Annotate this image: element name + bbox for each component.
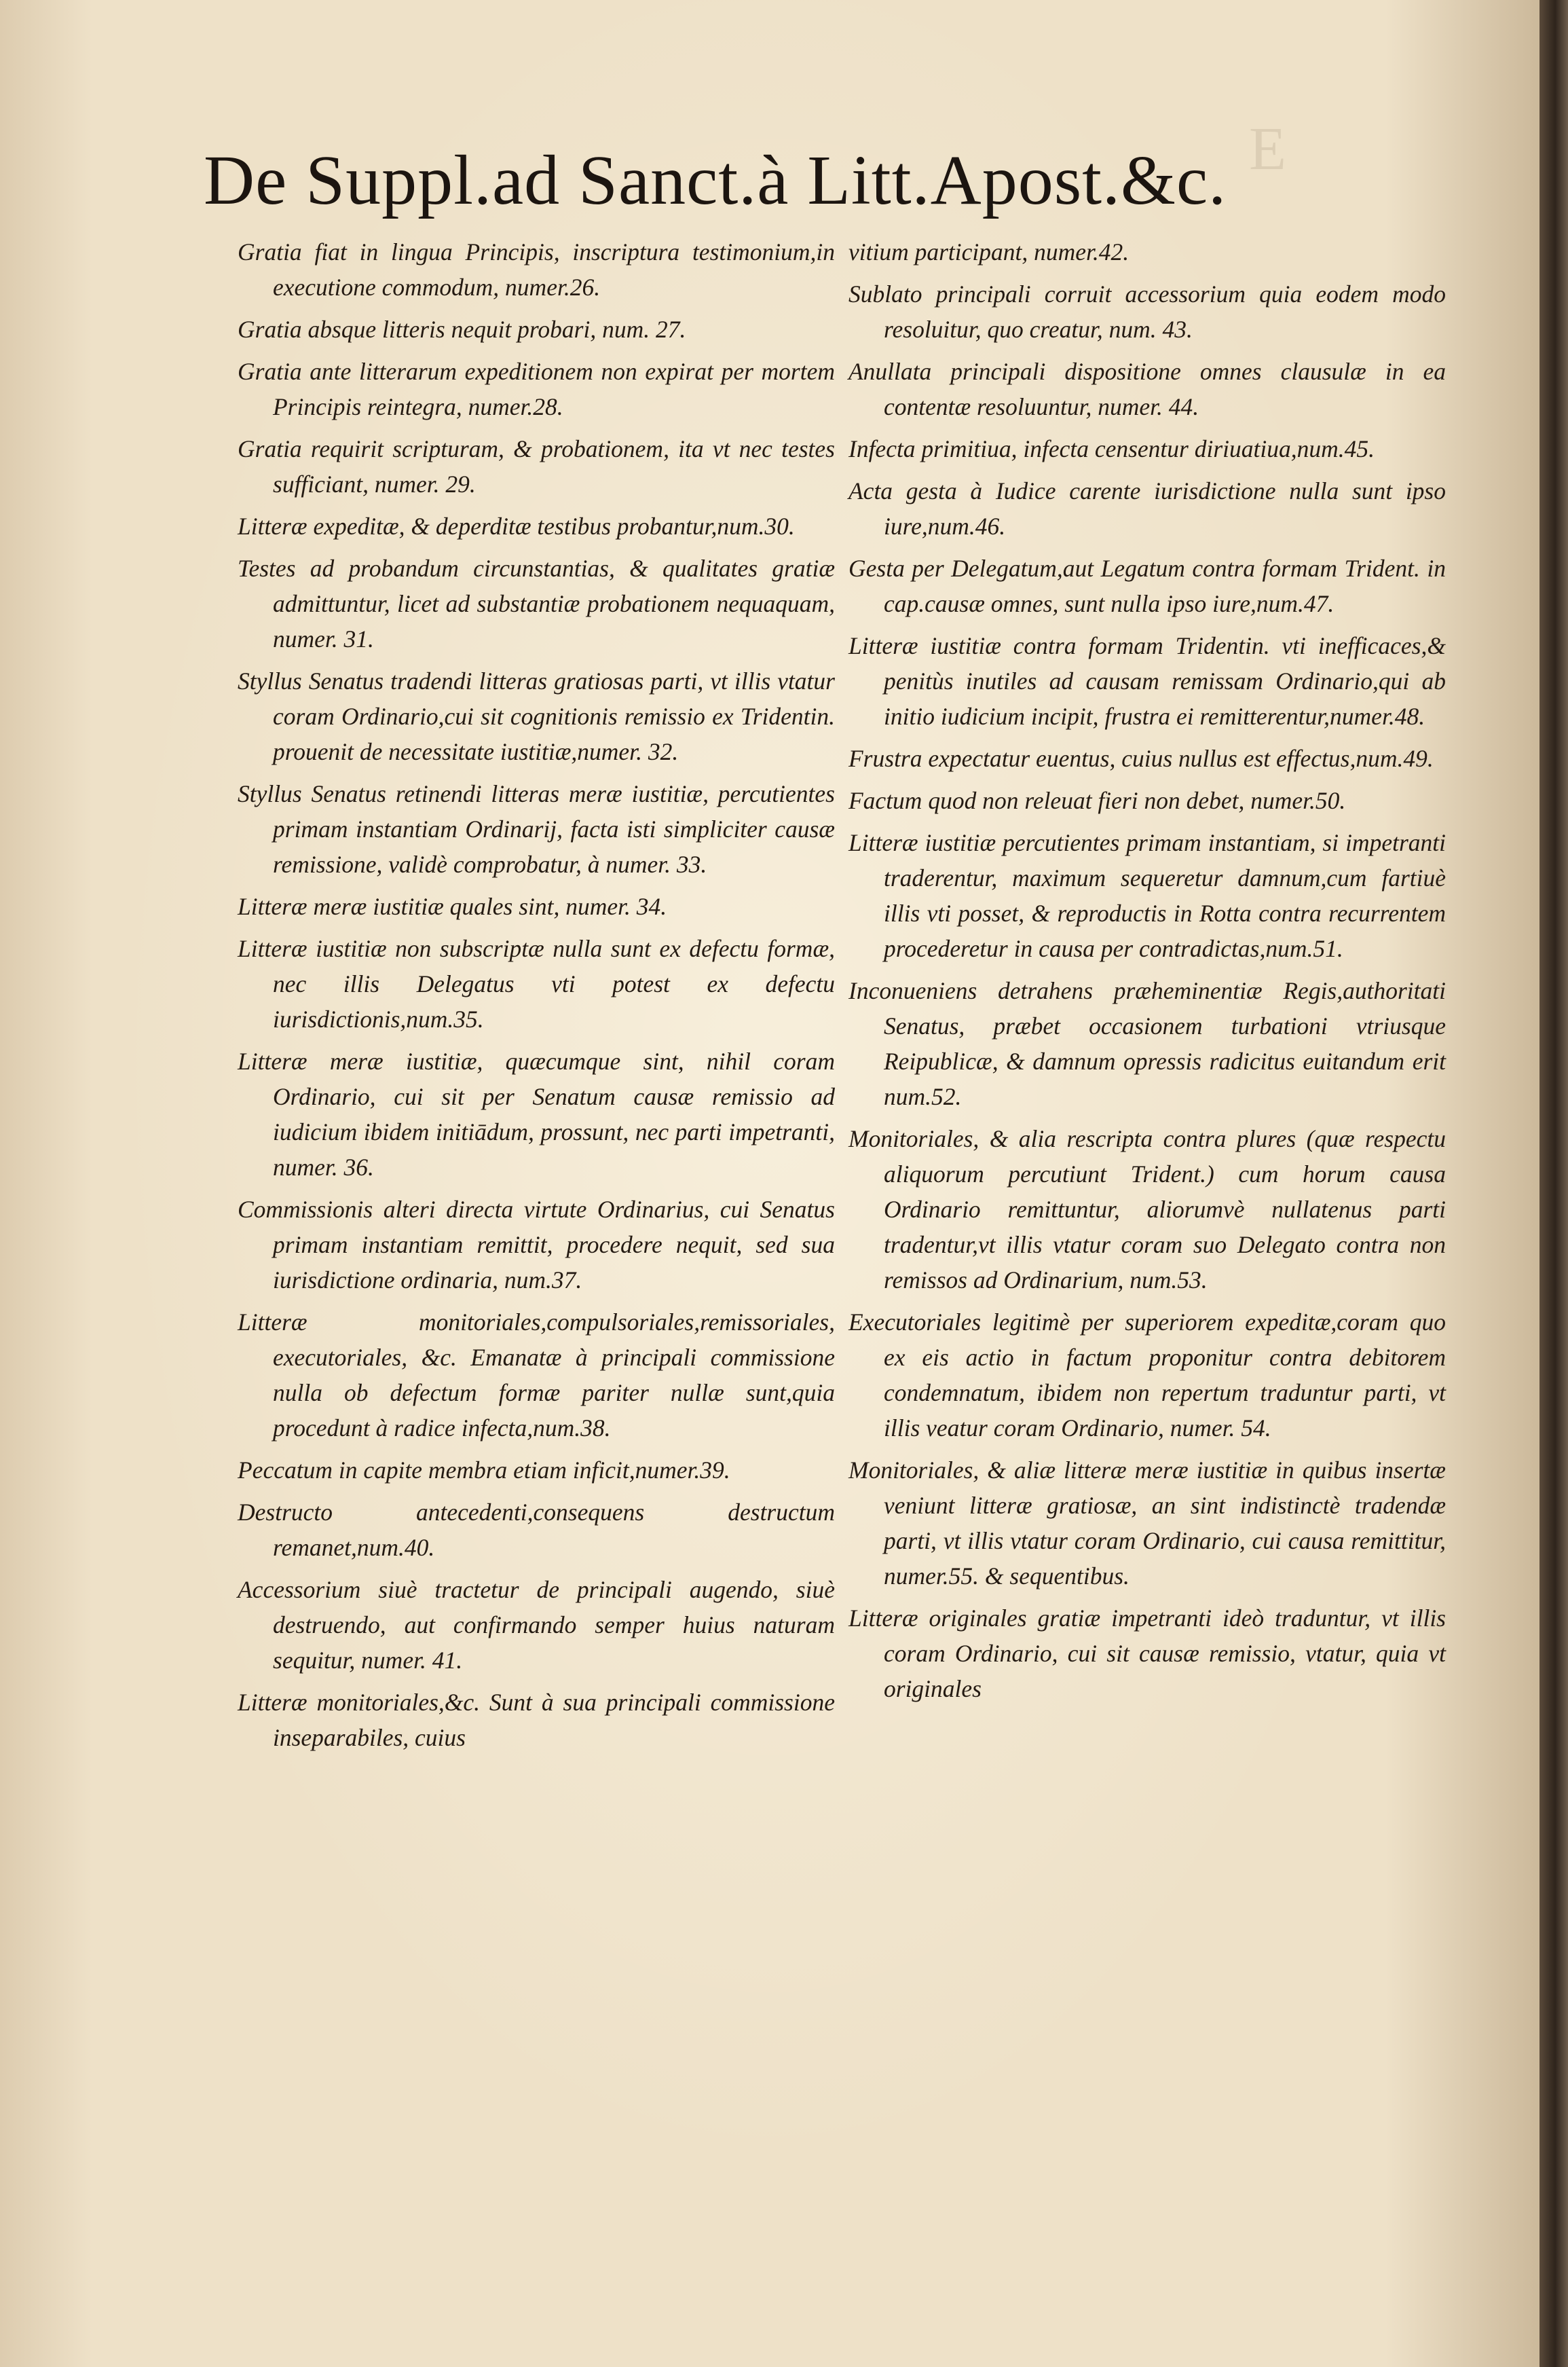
index-entry: Anullata principali dispositione omnes clausulæ in ea contentæ resoluuntur, numer. 44.	[848, 358, 1446, 420]
index-entry: Litteræ monitoriales,compulsoriales,remissoriales, executoriales, &c. Emanatæ à principali commissione nulla ob defectum formæ pariter nullæ sunt,quia procedunt à radice infecta,num.38.	[238, 1308, 835, 1442]
index-entry: Sublato principali corruit accessorium quia eodem modo resoluitur, quo creatur, num. 43.	[848, 280, 1446, 343]
index-entry: Gesta per Delegatum,aut Legatum contra formam Trident. in cap.causæ omnes, sunt nulla ipso iure,num.47.	[848, 555, 1446, 617]
index-entry: Monitoriales, & alia rescripta contra plures (quæ respectu aliquorum percutiunt Trident.) cum horum causa Ordinario remittuntur, aliorumvè nullatenus parti tradentur,vt illis vtatur coram suo Delegato contra non remissos ad Ordinarium, num.53.	[848, 1125, 1446, 1293]
index-entry: Litteræ iustitiæ non subscriptæ nulla sunt ex defectu formæ, nec illis Delegatus vti potest ex defectu iurisdictionis,num.35.	[238, 935, 835, 1033]
index-entry: Frustra expectatur euentus, cuius nullus est effectus,num.49.	[848, 745, 1434, 772]
index-entry: Destructo antecedenti,consequens destructum remanet,num.40.	[238, 1499, 835, 1561]
book-gutter	[1539, 0, 1568, 2367]
index-entry: Infecta primitiua, infecta censentur diriuatiua,num.45.	[848, 435, 1375, 462]
index-entry: Monitoriales, & aliæ litteræ meræ iustitiæ in quibus insertæ veniunt litteræ gratiosæ, an sint indistinctè tradendæ parti, vt illis vtatur coram Ordinario, cui causa remittitur, numer.55. & sequentibus.	[848, 1456, 1446, 1590]
index-entry: Commissionis alteri directa virtute Ordinarius, cui Senatus primam instantiam remittit, procedere nequit, sed sua iurisdictione ordinaria, num.37.	[238, 1196, 835, 1293]
index-entry: Accessorium siuè tractetur de principali augendo, siuè destruendo, aut confirmando semper huius naturam sequitur, numer. 41.	[238, 1576, 835, 1674]
index-entry: Acta gesta à Iudice carente iurisdictione nulla sunt ipso iure,num.46.	[848, 477, 1446, 540]
right-column	[848, 234, 1446, 2319]
index-entry: Inconueniens detrahens præheminentiæ Regis,authoritati Senatus, præbet occasionem turbationi vtriusque Reipublicæ, & damnum opressis radicitus euitandum erit num.52.	[848, 977, 1446, 1110]
index-entry: Styllus Senatus tradendi litteras gratiosas parti, vt illis vtatur coram Ordinario,cui sit cognitionis remissio ex Tridentin. prouenit de necessitate iustitiæ,numer. 32.	[238, 667, 835, 765]
index-entry: vitium participant, numer.42.	[848, 238, 1130, 265]
left-column	[238, 234, 835, 2319]
index-entry: Litteræ expeditæ, & deperditæ testibus probantur,num.30.	[238, 513, 795, 540]
index-entry: Gratia absque litteris nequit probari, num. 27.	[238, 316, 686, 343]
index-entry: Styllus Senatus retinendi litteras meræ iustitiæ, percutientes primam instantiam Ordinarij, facta isti simpliciter causæ remissione, validè comprobatur, à numer. 33.	[238, 780, 835, 878]
running-head: De Suppl.ad Sanct.à Litt.Apost.&c.	[204, 141, 1227, 219]
index-entry: Litteræ monitoriales,&c. Sunt à sua principali commissione inseparabiles, cuius	[238, 1689, 835, 1751]
index-entry: Factum quod non releuat fieri non debet, numer.50.	[848, 787, 1346, 814]
show-through-ghost: E	[1249, 115, 1286, 183]
index-entry: Gratia fiat in lingua Principis, inscriptura testimonium,in executione commodum, numer.26.	[238, 238, 835, 301]
index-entry: Litteræ iustitiæ contra formam Tridentin. vti inefficaces,& penitùs inutiles ad causam remissam Ordinario,qui ab initio iudicium incipit, frustra ei remitterentur,numer.48.	[848, 632, 1446, 730]
index-entry: Gratia requirit scripturam, & probationem, ita vt nec testes sufficiant, numer. 29.	[238, 435, 835, 498]
index-entry: Litteræ meræ iustitiæ quales sint, numer. 34.	[238, 893, 667, 920]
index-entry: Litteræ originales gratiæ impetranti ideò traduntur, vt illis coram Ordinario, cui sit causæ remissio, vtatur, quia vt originales	[848, 1604, 1446, 1702]
index-entry: Gratia ante litterarum expeditionem non expirat per mortem Principis reintegra, numer.28.	[238, 358, 835, 420]
index-entry: Litteræ iustitiæ percutientes primam instantiam, si impetranti traderentur, maximum sequeretur damnum,cum fartiuè illis vti posset, & reproductis in Rotta contra recurrentem procederetur in causa per contradictas,num.51.	[848, 829, 1446, 962]
index-entry: Litteræ meræ iustitiæ, quæcumque sint, nihil coram Ordinario, cui sit per Senatum causæ remissio ad iudicium ibidem initiādum, prossunt, nec parti impetranti, numer. 36.	[238, 1048, 835, 1181]
index-entry: Peccatum in capite membra etiam inficit,numer.39.	[238, 1456, 730, 1484]
index-entry: Executoriales legitimè per superiorem expeditæ,coram quo ex eis actio in factum proponitur contra debitorem condemnatum, ibidem non repertum traduntur parti, vt illis veatur coram Ordinario, numer. 54.	[848, 1308, 1446, 1442]
index-entry: Testes ad probandum circunstantias, & qualitates gratiæ admittuntur, licet ad substantiæ probationem nequaquam, numer. 31.	[238, 555, 835, 653]
